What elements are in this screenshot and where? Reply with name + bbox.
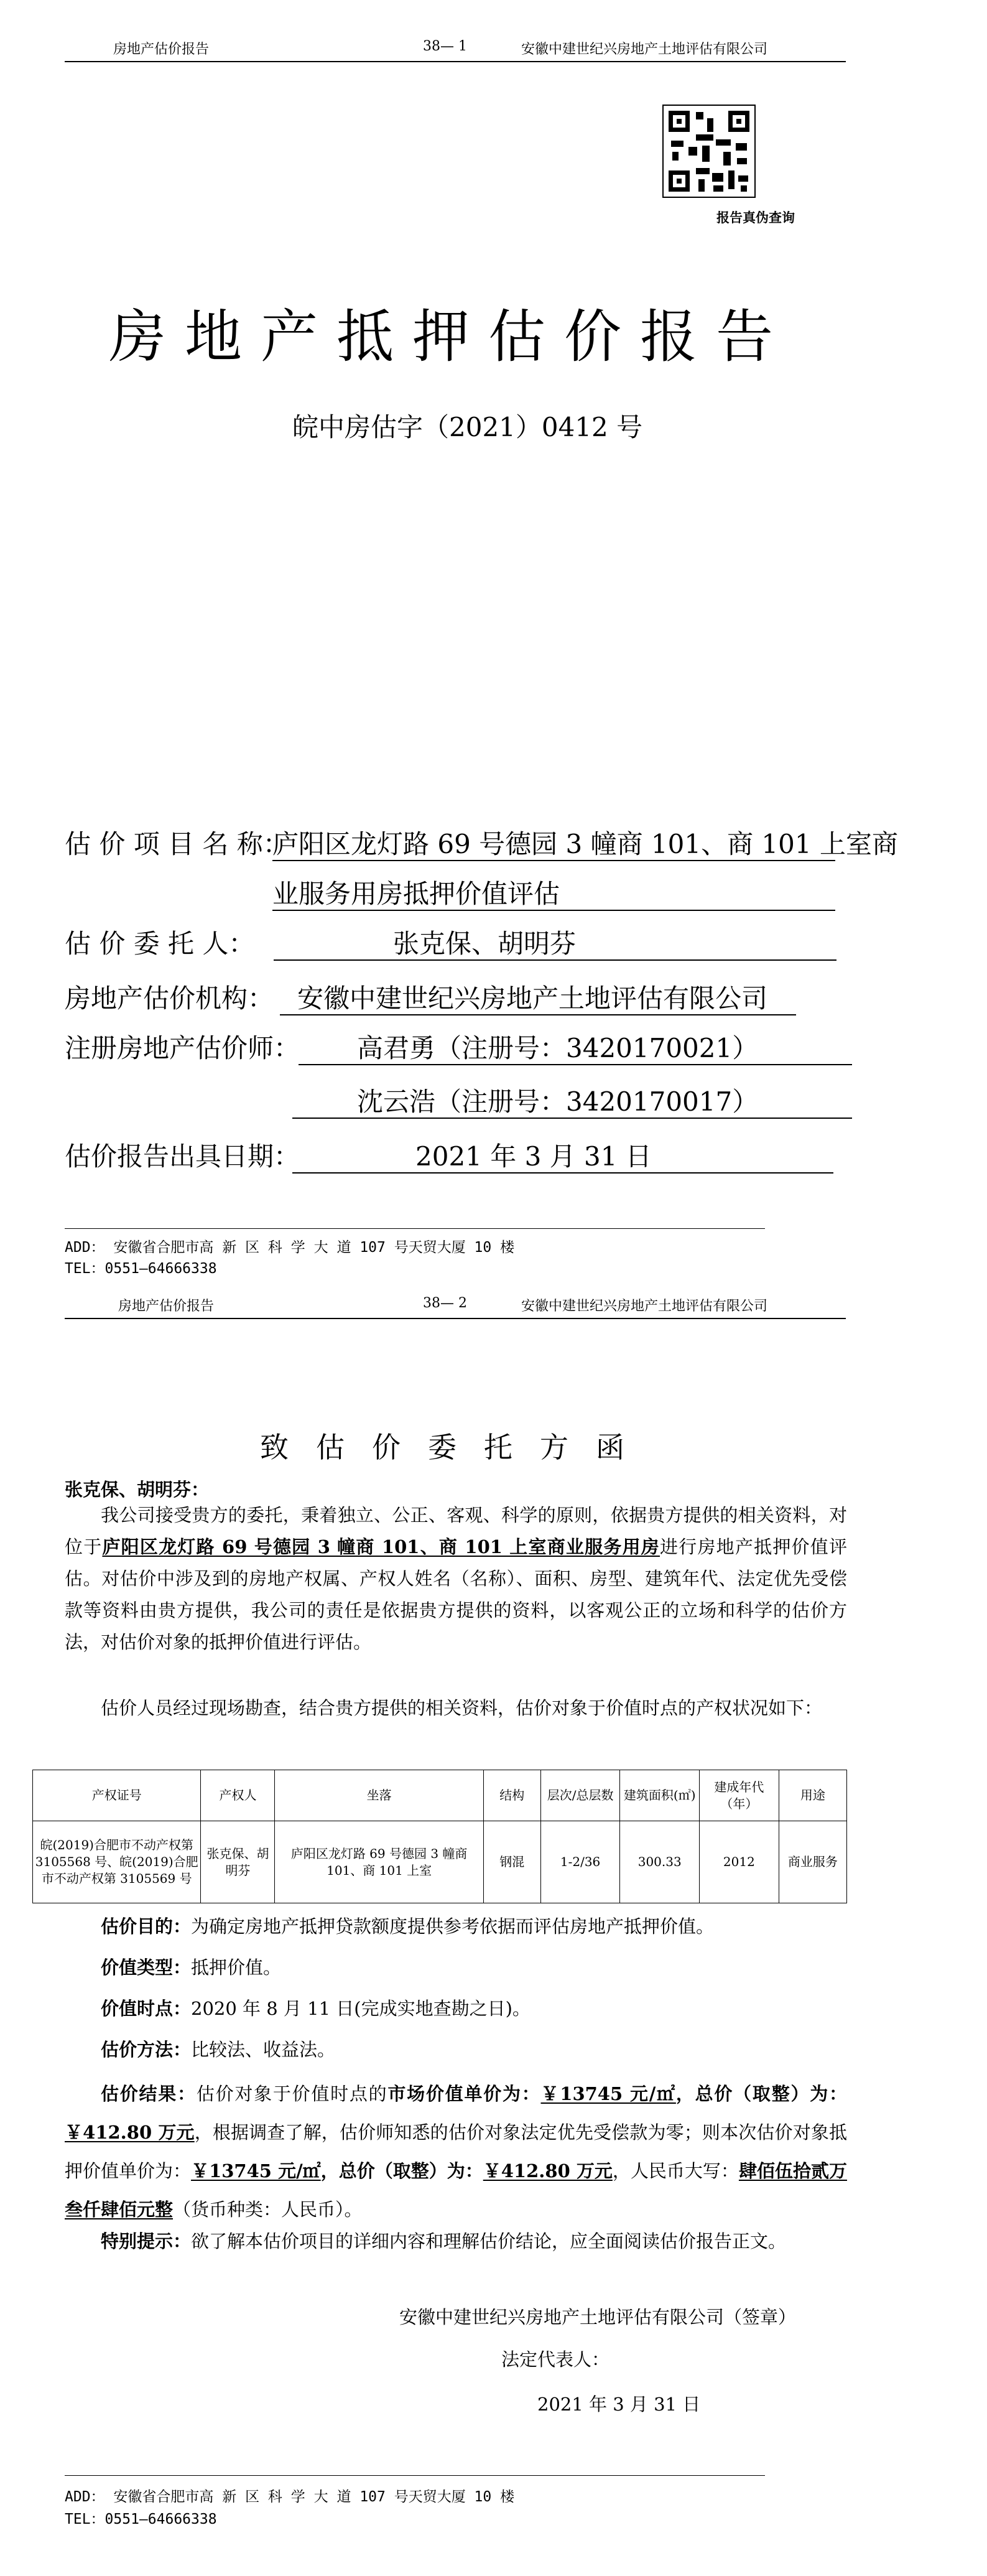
underline — [299, 1064, 852, 1065]
item-value-type-label: 价值类型： — [101, 1957, 192, 1978]
legal-representative: 法定代表人： — [501, 2349, 610, 2370]
footer-address: ADD： 安徽省合肥市高 新 区 科 学 大 道 107 号天贸大厦 10 楼 — [65, 2489, 515, 2505]
letter-title: 致估价委托方函 — [260, 1430, 652, 1464]
item-method-label: 估价方法： — [101, 2039, 192, 2060]
underline — [272, 860, 835, 861]
header-left: 房地产估价报告 — [118, 1299, 215, 1314]
footer-rule — [65, 2475, 765, 2476]
item-value-type — [101, 1954, 281, 1979]
qr-caption: 报告真伪查询 — [716, 210, 795, 225]
underline — [292, 1118, 852, 1119]
result-text: ，人民币大写： — [612, 2160, 739, 2182]
table-cell: 2012 — [700, 1821, 779, 1903]
market-total-price: ￥412.80 万元 — [65, 2122, 195, 2143]
field-appraiser-value-2: 沈云浩（注册号：3420170017） — [357, 1086, 759, 1117]
table-header: 产权证号 — [33, 1770, 201, 1821]
header-rule — [65, 1318, 846, 1319]
header-page-number: 38— 2 — [423, 1295, 467, 1311]
qr-code-icon[interactable] — [662, 105, 756, 198]
table-cell: 皖(2019)合肥市不动产权第 3105568 号、皖(2019)合肥市不动产权第 3105569 号 — [33, 1821, 201, 1903]
property-address: 庐阳区龙灯路 69 号德园 3 幢商 101、商 101 上室商业服务用房 — [102, 1536, 660, 1557]
table-cell: 庐阳区龙灯路 69 号德园 3 幢商 101、商 101 上室 — [275, 1821, 483, 1903]
field-client-value: 张克保、胡明芬 — [393, 928, 577, 959]
result-label: 估价结果： — [101, 2083, 197, 2104]
footer-tel: TEL：0551—64666338 — [65, 2511, 217, 2527]
table-cell: 300.33 — [620, 1821, 700, 1903]
table-header: 坐落 — [275, 1770, 483, 1821]
item-purpose-label: 估价目的： — [101, 1916, 192, 1937]
report-number: 皖中房估字（2021）0412 号 — [292, 412, 643, 442]
field-client-label: 估 价 委 托 人： — [65, 928, 255, 959]
special-tip-label: 特别提示： — [101, 2231, 192, 2252]
special-tip-text: 欲了解本估价项目的详细内容和理解估价结论，应全面阅读估价报告正文。 — [191, 2231, 787, 2252]
underline — [272, 910, 835, 911]
header-left: 房地产估价报告 — [113, 42, 210, 57]
footer-tel: TEL：0551—64666338 — [65, 1261, 217, 1277]
amount-in-words: 肆佰伍拾贰万叁仟肆佰元整 — [65, 2160, 847, 2220]
item-value-date — [101, 1995, 531, 2020]
table-cell: 钢混 — [483, 1821, 540, 1903]
header-rule — [65, 61, 846, 62]
item-value-date-label: 价值时点： — [101, 1998, 192, 2019]
paragraph-2: 估价人员经过现场勘查，结合贵方提供的相关资料，估价对象于价值时点的产权状况如下： — [101, 1697, 823, 1719]
item-value-date-text: 2020 年 8 月 11 日(完成实地查勘之日)。 — [191, 1998, 531, 2019]
header-right: 安徽中建世纪兴房地产土地评估有限公司 — [521, 1299, 768, 1314]
paragraph-1-text-b: 进行房地产抵押价值评估。对估价中涉及到的房地产权属、产权人姓名（名称）、面积、房型、建筑年代、法定优先受偿款等资料由贵方提供，我公司的责任是依据贵方提供的资料，以客观公正的立场和科学的估价方法，对估价对象的抵押价值进行评估。 — [65, 1536, 847, 1653]
item-method — [101, 2036, 335, 2061]
field-project-name-value: 庐阳区龙灯路 69 号德园 3 幢商 101、商 101 上室商 — [272, 829, 898, 859]
table-header-row — [33, 1770, 847, 1821]
special-tip — [101, 2228, 786, 2253]
table-cell: 张克保、胡明芬 — [201, 1821, 275, 1903]
valuation-result — [65, 2074, 847, 2229]
footer-rule — [65, 1228, 765, 1229]
field-date-label: 估价报告出具日期： — [65, 1141, 300, 1172]
table-header: 建筑面积(㎡) — [620, 1770, 700, 1821]
field-date-value: 2021 年 3 月 31 日 — [415, 1141, 652, 1172]
market-unit-price: ￥13745 元/㎡ — [540, 2083, 676, 2104]
table-cell: 1-2/36 — [540, 1821, 620, 1903]
result-bold: ，总价（取整）为： — [675, 2083, 847, 2104]
underline — [292, 1172, 833, 1174]
result-bold: 市场价值单价为： — [387, 2083, 541, 2104]
table-header: 用途 — [779, 1770, 846, 1821]
table-header: 结构 — [483, 1770, 540, 1821]
item-purpose-text: 为确定房地产抵押贷款额度提供参考依据而评估房地产抵押价值。 — [191, 1916, 715, 1937]
table-header: 产权人 — [201, 1770, 275, 1821]
result-text: （货币种类：人民币）。 — [173, 2199, 363, 2220]
report-title: 房地产抵押估价报告 — [109, 304, 792, 370]
salutation: 张克保、胡明芬： — [65, 1479, 210, 1500]
field-agency-label: 房地产估价机构： — [65, 983, 274, 1014]
property-rights-table — [32, 1770, 847, 1903]
result-text: 估价对象于价值时点的 — [196, 2083, 388, 2104]
result-bold: ，总价（取整）为： — [320, 2160, 483, 2182]
table-row — [33, 1821, 847, 1903]
field-project-name-label: 估 价 项 目 名 称： — [65, 829, 289, 859]
underline — [274, 959, 836, 961]
mortgage-unit-price: ￥13745 元/㎡ — [191, 2160, 321, 2182]
item-method-text: 比较法、收益法。 — [191, 2039, 336, 2060]
table-header: 建成年代（年） — [700, 1770, 779, 1821]
paragraph-1 — [65, 1500, 847, 1658]
table-cell: 商业服务 — [779, 1821, 846, 1903]
underline — [280, 1014, 796, 1015]
item-purpose — [101, 1913, 714, 1938]
footer-address: ADD： 安徽省合肥市高 新 区 科 学 大 道 107 号天贸大厦 10 楼 — [65, 1239, 515, 1256]
letter-date: 2021 年 3 月 31 日 — [537, 2394, 701, 2415]
field-project-name-value-2: 业服务用房抵押价值评估 — [272, 879, 560, 909]
field-agency-value: 安徽中建世纪兴房地产土地评估有限公司 — [297, 983, 768, 1014]
field-appraiser-label: 注册房地产估价师： — [65, 1033, 300, 1063]
paragraph-1-text-a: 我公司接受贵方的委托，秉着独立、公正、客观、科学的原则，依据贵方提供的相关资料，对位于 — [65, 1505, 847, 1557]
table-header: 层次/总层数 — [540, 1770, 620, 1821]
item-value-type-text: 抵押价值。 — [191, 1957, 282, 1978]
result-text: ，根据调查了解，估价师知悉的估价对象法定优先受偿款为零；则本次估价对象抵押价值单价为： — [65, 2122, 847, 2182]
field-appraiser-value: 高君勇（注册号：3420170021） — [357, 1033, 759, 1063]
header-right: 安徽中建世纪兴房地产土地评估有限公司 — [521, 42, 768, 57]
company-seal: 安徽中建世纪兴房地产土地评估有限公司（签章） — [399, 2307, 797, 2328]
header-page-number: 38— 1 — [423, 39, 467, 54]
mortgage-total-price: ￥412.80 万元 — [483, 2160, 613, 2182]
